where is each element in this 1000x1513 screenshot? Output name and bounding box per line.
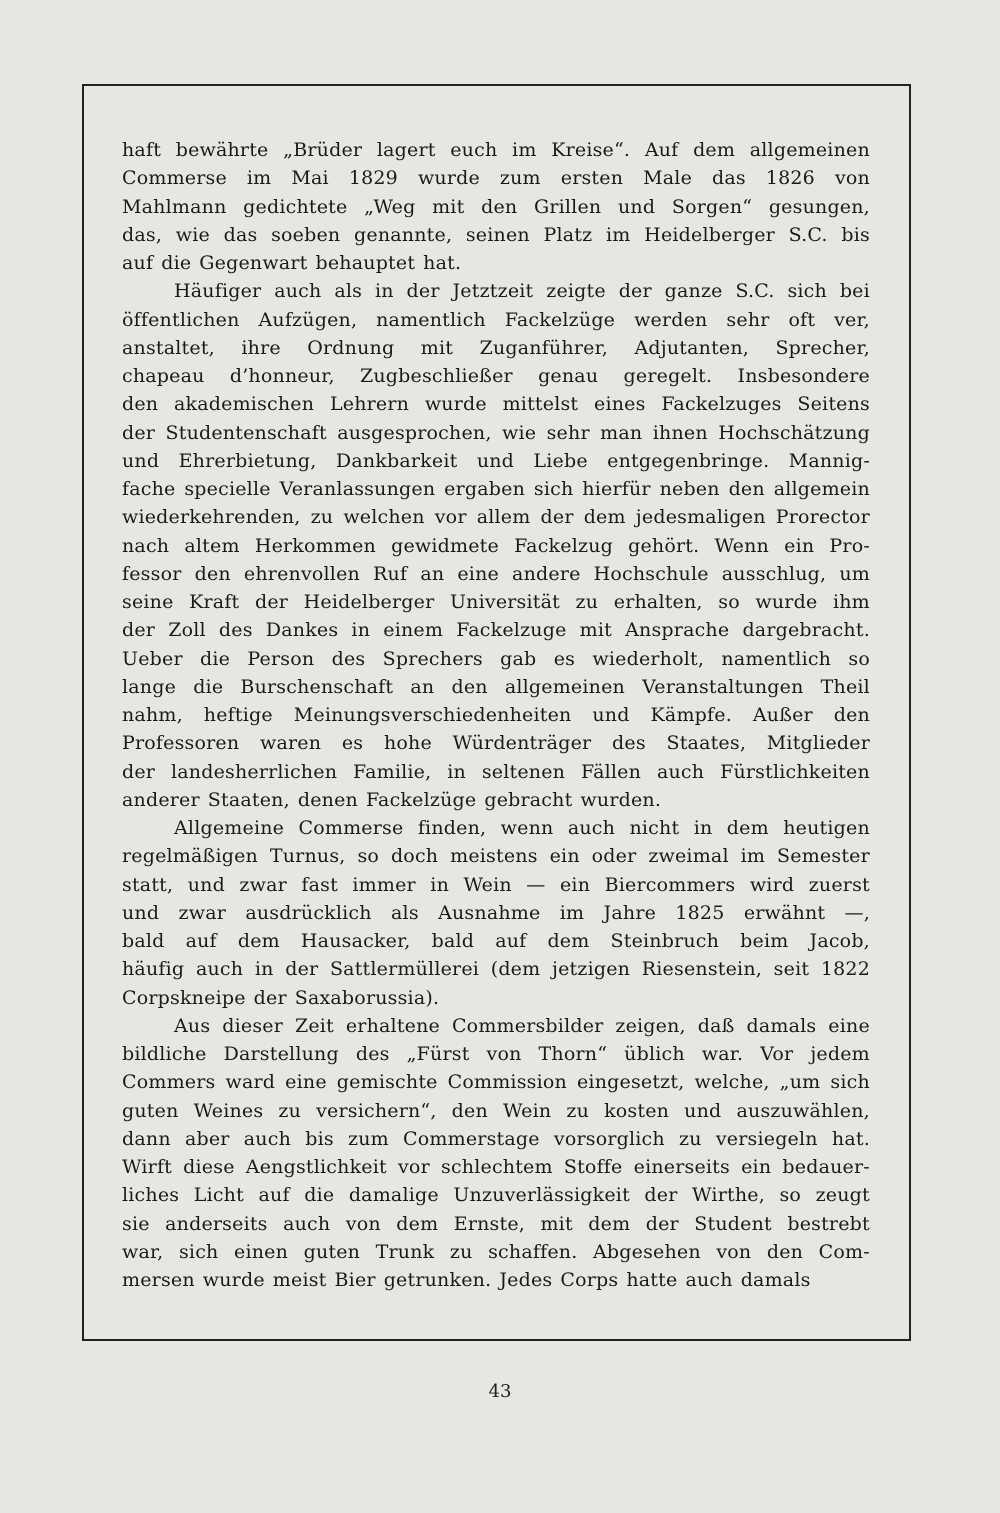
text-line: das, wie das soeben genannte, seinen Platz im Heidelberger S.C. bis [122,223,870,246]
paragraph [122,814,870,1012]
body-text [122,136,870,1294]
paragraph [122,1012,870,1295]
text-line: fache specielle Veranlassungen ergaben sich hierfür neben den allgemein [122,478,870,500]
text-line: Häufiger auch als in der Jetztzeit zeigte der ganze S.C. sich bei [174,280,870,303]
paragraph [122,277,870,814]
text-line: bildliche Darstellung des „Fürst von Thorn“ üblich war. Vor jedem [122,1043,870,1065]
text-line: Aus dieser Zeit erhaltene Commersbilder zeigen, daß damals eine [174,1014,870,1037]
paragraph [122,136,870,277]
text-line: und zwar ausdrücklich als Ausnahme im Jahre 1825 erwähnt —, [122,901,870,924]
text-line: nach altem Herkommen gewidmete Fackelzug gehört. Wenn ein Pro- [122,534,870,557]
text-line: haft bewährte „Brüder lagert euch im Kreise“. Auf dem allgemeinen [122,139,870,161]
text-line: Corpskneipe der Saxaborussia). [122,986,440,1009]
text-line: Professoren waren es hohe Würdenträger des Staates, Mitglieder [122,732,870,755]
text-line: Ueber die Person des Sprechers gab es wiederholt, namentlich so [122,647,870,670]
text-line: statt, und zwar fast immer in Wein — ein Biercommers wird zuerst [122,873,870,896]
text-line: Allgemeine Commerse finden, wenn auch nicht in dem heutigen [174,817,870,839]
text-line: Wirft diese Aengstlichkeit vor schlechtem Stoffe einerseits ein bedauer- [122,1156,870,1178]
text-line: regelmäßigen Turnus, so doch meistens ein oder zweimal im Semester [122,845,870,868]
text-line: Commers ward eine gemischte Commission eingesetzt, welche, „um sich [122,1071,870,1094]
text-line: nahm, heftige Meinungsverschiedenheiten und Kämpfe. Außer den [122,704,870,726]
text-line: und Ehrerbietung, Dankbarkeit und Liebe entgegenbringe. Mannig- [122,449,870,472]
text-line: der Studentenschaft ausgesprochen, wie sehr man ihnen Hochschätzung [122,421,870,444]
text-line: war, sich einen guten Trunk zu schaffen. Abgesehen von den Com- [122,1240,870,1263]
text-line: liches Licht auf die damalige Unzuverlässigkeit der Wirthe, so zeugt [122,1184,870,1207]
text-line: fessor den ehrenvollen Ruf an eine andere Hochschule ausschlug, um [122,562,870,585]
text-line: lange die Burschenschaft an den allgemeinen Veranstaltungen Theil [122,675,870,698]
text-line: mersen wurde meist Bier getrunken. Jedes Corps hatte auch damals [122,1269,811,1291]
text-line: häufig auch in der Sattlermüllerei (dem jetzigen Riesenstein, seit 1822 [122,958,870,981]
text-line: anstaltet, ihre Ordnung mit Zuganführer, Adjutanten, Sprecher, [122,336,870,359]
text-line: wiederkehrenden, zu welchen vor allem der dem jedesmaligen Prorector [122,506,870,529]
text-line: guten Weines zu versichern“, den Wein zu kosten und auszuwählen, [122,1099,870,1122]
text-line: bald auf dem Hausacker, bald auf dem Steinbruch beim Jacob, [122,930,870,952]
text-line: chapeau d’honneur, Zugbeschließer genau geregelt. Insbesondere [122,365,870,387]
text-line: Mahlmann gedichtete „Weg mit den Grillen und Sorgen“ gesungen, [122,195,870,218]
text-line: der Zoll des Dankes in einem Fackelzuge mit Ansprache dargebracht. [122,619,870,642]
text-line: Commerse im Mai 1829 wurde zum ersten Male das 1826 von [122,167,870,190]
text-line: den akademischen Lehrern wurde mittelst eines Fackelzuges Seitens [122,393,870,416]
text-line: auf die Gegenwart behauptet hat. [122,252,462,274]
text-line: sie anderseits auch von dem Ernste, mit dem der Student bestrebt [122,1212,870,1235]
page-number: 43 [488,1381,512,1402]
text-line: öffentlichen Aufzügen, namentlich Fackelzüge werden sehr oft ver, [122,308,870,331]
text-line: anderer Staaten, denen Fackelzüge gebracht wurden. [122,788,662,811]
text-line: dann aber auch bis zum Commerstage vorsorglich zu versiegeln hat. [122,1127,870,1150]
text-line: der landesherrlichen Familie, in seltenen Fällen auch Fürstlichkeiten [122,760,870,783]
text-line: seine Kraft der Heidelberger Universität zu erhalten, so wurde ihm [122,591,870,613]
